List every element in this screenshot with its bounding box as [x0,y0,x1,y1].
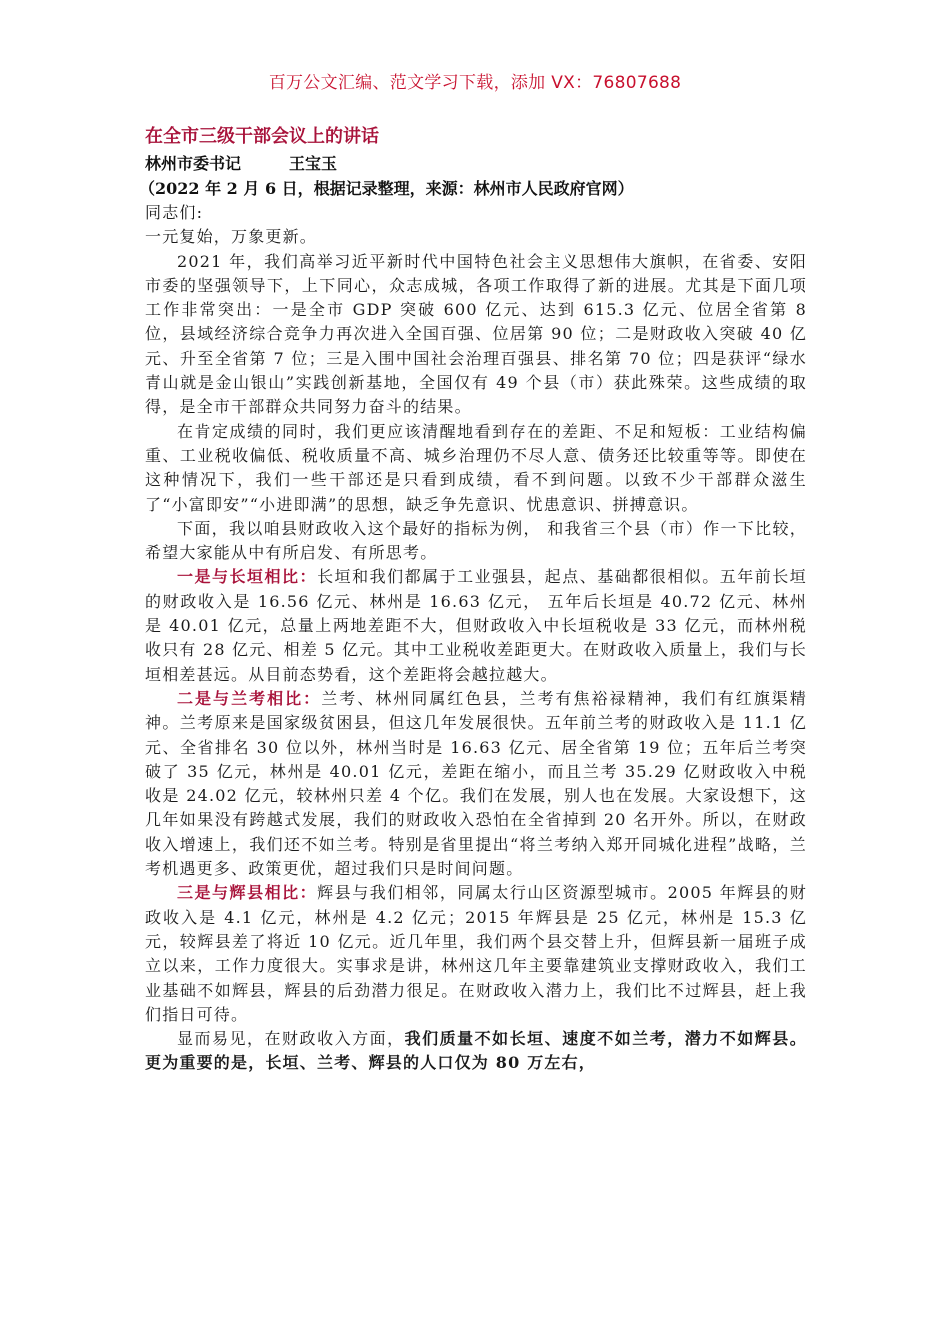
huixian-text: 辉县与我们相邻，同属太行山区资源型城市。2005 年辉县的财政收入是 4.1 亿元，林州是 4.2 亿元；2015 年辉县是 25 亿元，林州是 15.3 亿元，较辉县差了将近 10 亿元。近几年里，我们两个县交替上升，但辉县新一届班子成立以来，工作力度很大。实事求是讲，林州这几年主要靠建筑业支撑财政收入，我们工业基础不如辉县，辉县的后劲潜力很足。在财政收入潜力上，我们比不过辉县，赶上我们指日可待。 [145,883,807,1024]
author-name: 王宝玉 [289,154,338,173]
paragraph-lankao [145,687,807,881]
paragraph-comparison-intro: 下面，我以咱县财政收入这个最好的指标为例， 和我省三个县（市）作一下比较，希望大家能从中有所启发、有所思考。 [145,518,807,563]
document-body [139,122,807,1076]
salutation: 同志们: [145,203,204,222]
document-title: 在全市三级干部会议上的讲话 [145,126,379,147]
changyuan-text: 长垣和我们都属于工业强县，起点、基础都很相似。五年前长垣的财政收入是 16.56 亿元、林州是 16.63 亿元， 五年后长垣是 40.72 亿元、林州是 40.01 亿元，总量上两地差距不大，但财政收入中长垣税收是 33 亿元，而林州税收只有 28 亿元、相差 5 亿元。其中工业税收差距更大。在财政收入质量上，我们与长垣相差甚远。从目前态势看，这个差距将会越拉越大。 [145,567,807,684]
author-role: 林州市委书记 [145,154,242,173]
conclusion-bold-text: 我们质量不如长垣、速度不如兰考，潜力不如辉县。更为重要的是，长垣、兰考、辉县的人口仅为 80 万左右， [145,1029,807,1073]
source-note: （2022 年 2 月 6 日，根据记录整理，来源：林州市人民政府官网） [139,179,634,198]
paragraph-huixian [145,881,807,1027]
lankao-heading: 二是与兰考相比： [177,688,322,708]
paragraph-conclusion [145,1027,807,1076]
lankao-text: 兰考、林州同属红色县，兰考有焦裕禄精神，我们有红旗渠精神。兰考原来是国家级贫困县，但这几年发展很快。五年前兰考的财政收入是 11.1 亿元、全省排名 30 位以外，林州当时是 16.63 亿元、居全省第 19 位；五年后兰考突破了 35 亿元，林州是 40.01 亿元，差距在缩小，而且兰考 35.29 亿财政收入中税收是 24.02 亿元，较林州只差 4 个亿。我们在发展，别人也在发展。大家设想下，这几年如果没有跨越式发展，我们的财政收入恐怕在全省掉到 20 名开外。所以，在财政收入增速上，我们还不如兰考。特别是省里提出“将兰考纳入郑开同城化进程”战略，兰考机遇更多、政策更优，超过我们只是时间问题。 [145,688,807,879]
paragraph-changyuan [145,565,807,686]
author-line [145,152,807,176]
conclusion-text: 显而易见，在财政收入方面， [177,1029,405,1049]
promo-banner: 百万公文汇编、范文学习下载，添加 VX：76807688 [268,73,682,93]
changyuan-heading: 一是与长垣相比： [177,567,318,587]
paragraph-shortcomings: 在肯定成绩的同时，我们更应该清醒地看到存在的差距、不足和短板：工业结构偏重、工业税收偏低、税收质量不高、城乡治理仍不尽人意、债务还比较重等等。即使在这种情况下，我们一些干部还是只看到成绩，看不到问题。以致不少干部群众滋生了“小富即安”“小进即满”的思想，缺乏争先意识、忧患意识、拼搏意识。 [145,421,807,514]
paragraph-achievements: 2021 年，我们高举习近平新时代中国特色社会主义思想伟大旗帜，在省委、安阳市委的坚强领导下，上下同心，众志成城，各项工作取得了新的进展。尤其是下面几项工作非常突出：一是全市 GDP 突破 600 亿元、达到 615.3 亿元、位居全省第 8 位，县域经济综合竞争力再次进入全国百强、位居第 90 位；二是财政收入突破 40 亿元、升至全省第 7 位；三是入围中国社会治理百强县、排名第 70 位；四是获评“绿水青山就是金山银山”实践创新基地，全国仅有 49 个县（市）获此殊荣。这些成绩的取得，是全市干部群众共同努力奋斗的结果。 [145,251,807,417]
opening-line: 一元复始，万象更新。 [145,227,318,247]
huixian-heading: 三是与辉县相比： [177,883,318,903]
